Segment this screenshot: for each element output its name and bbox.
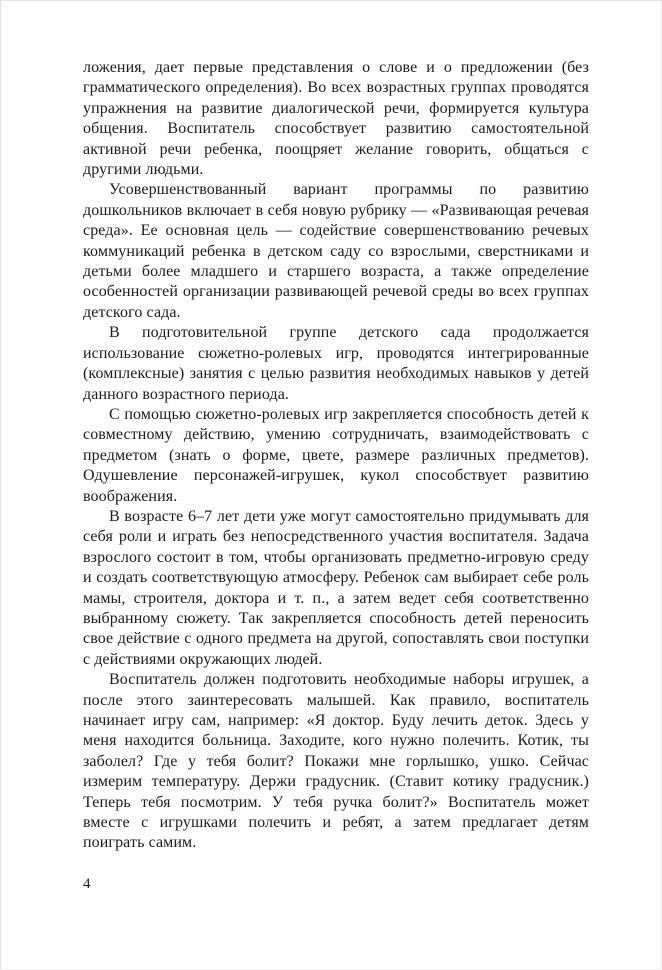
page-body-text [83, 58, 589, 854]
paragraph: В подготовительной группе детского сада продолжается использование сюжетно-ролевых игр, проводятся интегрированные (комплексные) занятия с целью развития необходимых навыков у детей данного возрастного периода. [83, 324, 589, 403]
paragraph: ложения, дает первые представления о слове и о предложении (без грамматического определения). Во всех возрастных группах проводятся упражнения на развитие диалогической речи, формируется культура общения. Воспитатель способствует развитию самостоятельной активной речи ребенка, поощряет желание говорить, общаться с другими людьми. [83, 59, 589, 179]
paragraph: С помощью сюжетно-ролевых игр закрепляется способность детей к совместному действию, умению сотрудничать, взаимодействовать с предметом (знать о форме, цвете, размере различных предметов). Одушевление персонажей-игрушек, кукол способствует развитию воображения. [83, 405, 589, 505]
page-number: 4 [83, 876, 91, 892]
paragraph: Усовершенствованный вариант программы по развитию дошкольников включает в себя новую рубрику — «Развивающая речевая среда». Ее основная цель — содействие совершенствованию речевых коммуникаций ребенка в детском саду со взрослыми, сверстниками и детьми более младшего и старшего возраста, а также определение особенностей организации развивающей речевой среды во всех группах детского сада. [83, 181, 589, 321]
paragraph: Воспитатель должен подготовить необходимые наборы игрушек, а после этого заинтересовать малышей. Как правило, воспитатель начинает игру сам, например: «Я доктор. Буду лечить деток. Здесь у меня находится больница. Заходите, кого нужно полечить. Котик, ты заболел? Где у тебя болит? Покажи мне горлышко, ушко. Сейчас измерим температуру. Держи градусник. (Ставит котику градусник.) Теперь тебя посмотрим. У тебя ручка болит?» Воспитатель может вместе с игрушками полечить и ребят, а затем предлагает детям поиграть самим. [83, 671, 589, 852]
paragraph: В возрасте 6–7 лет дети уже могут самостоятельно придумывать для себя роли и играть без непосредственного участия воспитателя. Задача взрослого состоит в том, чтобы организовать предметно-игровую среду и создать соответствующую атмосферу. Ребенок сам выбирает себе роль мамы, строителя, доктора и т. п., а затем ведет себя соответственно выбранному сюжету. Так закрепляется способность детей переносить свое действие с одного предмета на другой, сопоставлять свои поступки с действиями окружающих людей. [83, 507, 589, 668]
